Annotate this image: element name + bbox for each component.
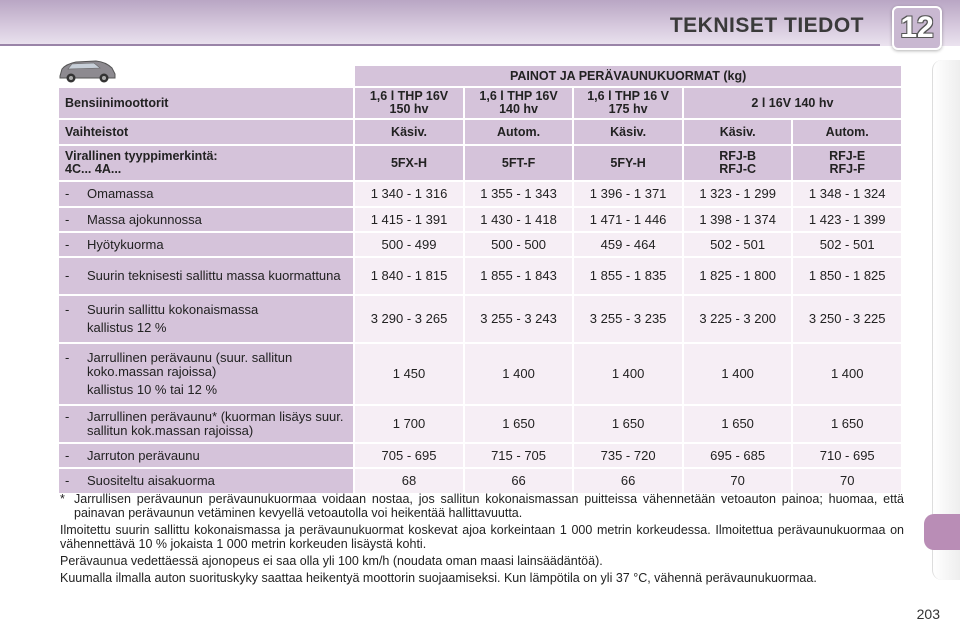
table-cell: 1 855 - 1 835 bbox=[574, 258, 682, 294]
type-label: Virallinen tyyppimerkintä: 4C... 4A... bbox=[59, 146, 353, 180]
type-header: RFJ-B RFJ-C bbox=[684, 146, 792, 180]
table-cell: 3 225 - 3 200 bbox=[684, 296, 792, 342]
type-header: 5FX-H bbox=[355, 146, 463, 180]
chapter-badge: 12 bbox=[892, 6, 942, 50]
table-cell: 735 - 720 bbox=[574, 444, 682, 467]
gearbox-header: Käsiv. bbox=[684, 120, 792, 144]
table-cell: 1 415 - 1 391 bbox=[355, 208, 463, 231]
row-label: - Massa ajokunnossa bbox=[59, 208, 353, 231]
table-cell: 1 400 bbox=[793, 344, 901, 404]
gearbox-header: Autom. bbox=[793, 120, 901, 144]
table-cell: 1 400 bbox=[574, 344, 682, 404]
notes-section bbox=[60, 492, 904, 588]
table-cell: 1 855 - 1 843 bbox=[465, 258, 573, 294]
header-rule bbox=[0, 44, 880, 46]
table-cell: 3 255 - 3 235 bbox=[574, 296, 682, 342]
table-cell: 500 - 499 bbox=[355, 233, 463, 256]
table-row bbox=[59, 406, 901, 442]
row-label: - Suositeltu aisakuorma bbox=[59, 469, 353, 493]
table-row bbox=[59, 444, 901, 467]
table-cell: 3 255 - 3 243 bbox=[465, 296, 573, 342]
table-cell: 695 - 685 bbox=[684, 444, 792, 467]
table-cell: 502 - 501 bbox=[684, 233, 792, 256]
table-cell: 1 398 - 1 374 bbox=[684, 208, 792, 231]
note-paragraph: Kuumalla ilmalla auton suorituskyky saattaa heikentyä moottorin suojaamiseksi. Kun lämpötila on yli 37 °C, vähennä perävaunukuormaa. bbox=[60, 571, 817, 585]
table-cell: 1 840 - 1 815 bbox=[355, 258, 463, 294]
table-cell: 1 650 bbox=[793, 406, 901, 442]
engine-row bbox=[59, 88, 901, 118]
table-cell: 1 323 - 1 299 bbox=[684, 182, 792, 206]
table-cell: 66 bbox=[574, 469, 682, 493]
table-title: PAINOT JA PERÄVAUNUKUORMAT (kg) bbox=[355, 66, 901, 86]
table-row bbox=[59, 208, 901, 231]
table-cell: 502 - 501 bbox=[793, 233, 901, 256]
table-cell: 1 348 - 1 324 bbox=[793, 182, 901, 206]
footnote-text: Jarrullisen perävaunun perävaunukuormaa voidaan nostaa, jos sallitun kokonaismassan puitteissa vähennetään vetoauton painoa; huomaa, että painavan perävaunun vetäminen kevyellä vetoautolla voi heikentää hallittavuutta. bbox=[74, 492, 904, 520]
row-label: - Suurin sallittu kokonaismassa kallistus 12 % bbox=[59, 296, 353, 342]
chapter-tab-strip bbox=[932, 60, 960, 580]
row-label: - Jarruton perävaunu bbox=[59, 444, 353, 467]
table-cell: 1 650 bbox=[574, 406, 682, 442]
table-cell: 66 bbox=[465, 469, 573, 493]
table-cell: 1 825 - 1 800 bbox=[684, 258, 792, 294]
table-cell: 1 400 bbox=[465, 344, 573, 404]
table-row bbox=[59, 296, 901, 342]
footnote-mark: * bbox=[60, 492, 65, 506]
type-header: RFJ-E RFJ-F bbox=[793, 146, 901, 180]
table-row bbox=[59, 258, 901, 294]
table-cell: 459 - 464 bbox=[574, 233, 682, 256]
engine-header: 1,6 l THP 16V 150 hv bbox=[355, 88, 463, 118]
table-row bbox=[59, 344, 901, 404]
row-label: - Omamassa bbox=[59, 182, 353, 206]
table-cell: 1 340 - 1 316 bbox=[355, 182, 463, 206]
page-title: TEKNISET TIEDOT bbox=[669, 14, 864, 37]
row-label: - Hyötykuorma bbox=[59, 233, 353, 256]
type-row bbox=[59, 146, 901, 180]
table-cell: 1 471 - 1 446 bbox=[574, 208, 682, 231]
table-row bbox=[59, 182, 901, 206]
table-cell: 1 423 - 1 399 bbox=[793, 208, 901, 231]
page-number: 203 bbox=[916, 606, 940, 622]
engine-label: Bensiinimoottorit bbox=[59, 88, 353, 118]
table-cell: 715 - 705 bbox=[465, 444, 573, 467]
table-cell: 1 650 bbox=[465, 406, 573, 442]
table-cell: 70 bbox=[793, 469, 901, 493]
table-cell: 705 - 695 bbox=[355, 444, 463, 467]
gearbox-row bbox=[59, 120, 901, 144]
gearbox-header: Käsiv. bbox=[574, 120, 682, 144]
gearbox-header: Autom. bbox=[465, 120, 573, 144]
table-cell: 1 650 bbox=[684, 406, 792, 442]
chapter-tab-active[interactable] bbox=[924, 514, 960, 550]
row-label: - Jarrullinen perävaunu* (kuorman lisäys suur. sallitun kok.massan rajoissa) bbox=[59, 406, 353, 442]
table-row bbox=[59, 233, 901, 256]
engine-header: 1,6 l THP 16V 140 hv bbox=[465, 88, 573, 118]
row-label: - Jarrullinen perävaunu (suur. sallitun koko.massan rajoissa) kallistus 10 % tai 12 % bbox=[59, 344, 353, 404]
table-cell: 1 850 - 1 825 bbox=[793, 258, 901, 294]
table-cell: 1 700 bbox=[355, 406, 463, 442]
table-cell: 68 bbox=[355, 469, 463, 493]
table-cell: 500 - 500 bbox=[465, 233, 573, 256]
type-header: 5FT-F bbox=[465, 146, 573, 180]
table-cell: 1 430 - 1 418 bbox=[465, 208, 573, 231]
table-title-row bbox=[59, 66, 901, 86]
engine-header: 2 l 16V 140 hv bbox=[684, 88, 901, 118]
table-row bbox=[59, 469, 901, 493]
engine-header: 1,6 l THP 16 V 175 hv bbox=[574, 88, 682, 118]
note-paragraph: Ilmoitettu suurin sallittu kokonaismassa ja perävaunukuormat koskevat ajoa korkeintaan 1 000 metrin korkeudessa. Ilmoitettua perävaunukuormaa on vähennettävä 10 % jokaista 1 000 metrin korkeuden lisäystä kohti. bbox=[60, 523, 904, 551]
table-cell: 1 355 - 1 343 bbox=[465, 182, 573, 206]
table-cell: 1 400 bbox=[684, 344, 792, 404]
type-header: 5FY-H bbox=[574, 146, 682, 180]
table-cell: 1 450 bbox=[355, 344, 463, 404]
note-paragraph: Perävaunua vedettäessä ajonopeus ei saa olla yli 100 km/h (noudata oman maasi lainsäädäntöä). bbox=[60, 554, 603, 568]
table-cell: 710 - 695 bbox=[793, 444, 901, 467]
row-label: - Suurin teknisesti sallittu massa kuormattuna bbox=[59, 258, 353, 294]
gearbox-label: Vaihteistot bbox=[59, 120, 353, 144]
table-cell: 1 396 - 1 371 bbox=[574, 182, 682, 206]
weights-table bbox=[57, 64, 903, 495]
table-cell: 70 bbox=[684, 469, 792, 493]
footnote bbox=[60, 492, 904, 520]
gearbox-header: Käsiv. bbox=[355, 120, 463, 144]
table-cell: 3 250 - 3 225 bbox=[793, 296, 901, 342]
table-cell: 3 290 - 3 265 bbox=[355, 296, 463, 342]
